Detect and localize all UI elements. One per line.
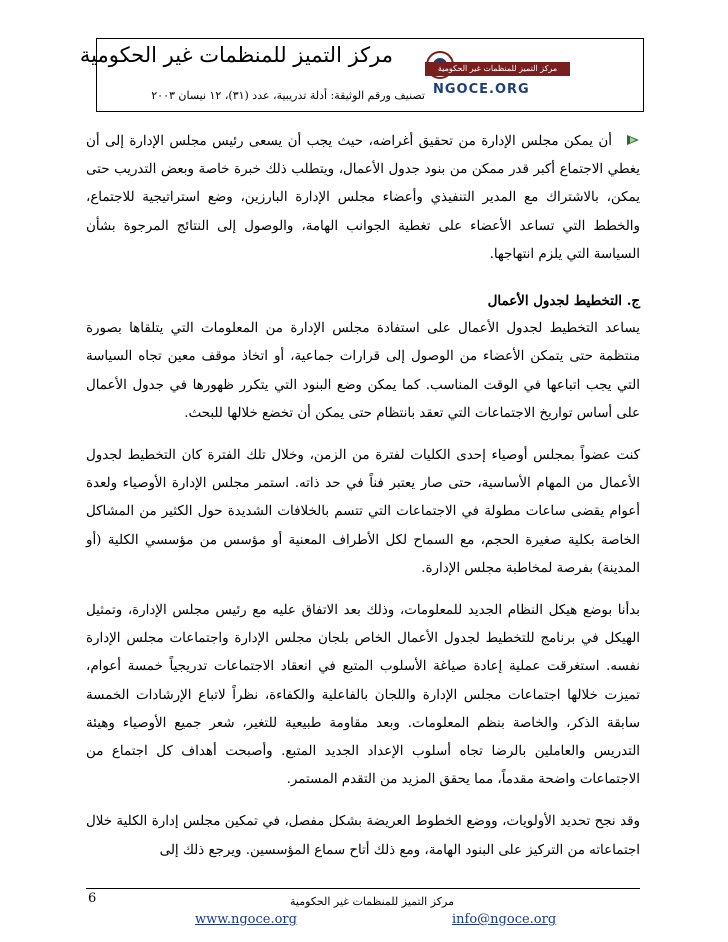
section-heading: ج. التخطيط لجدول الأعمال xyxy=(487,293,640,310)
email-link[interactable]: info@ngoce.org xyxy=(452,912,557,927)
page-number: 6 xyxy=(88,891,97,906)
paragraph-structure: بدأنا بوضع هيكل النظام الجديد للمعلومات، وذلك بعد الاتفاق عليه مع رئيس مجلس الإدارة، وتمثيل الهيكل في برنامج للتخطيط لجدول الأعمال الخاص بلجان مجلس الإدارة واجتماعات مجلس الإدارة نفسه. استغرقت عملية إعادة صياغة الأسلوب المتبع في انعقاد الاجتماعات تدريجياً خمسة أعوام، تميزت خلالها اجتماعات مجلس الإدارة واللجان بالفاعلية والكفاءة، نظراً لاتباع الإرشادات الخمسة سابقة الذكر، والخاصة بنظم المعلومات. وبعد مقاومة طبيعية للتغير، شعر جميع الأوصياء وهيئة التدريس والعاملين بالرضا تجاه أسلوب الإعداد الجديد المتبع. وأصبحت أهداف كل اجتماع من الاجتماعات واضحة مقدماً، مما يحقق المزيد من التقدم المستمر. xyxy=(86,603,640,788)
footer-org-name: مركز التميز للمنظمات غير الحكومية xyxy=(290,895,455,908)
logo-band-text: مركز التميز للمنظمات غير الحكومية xyxy=(425,62,570,76)
bullet-icon xyxy=(626,134,640,146)
footer-divider xyxy=(86,888,640,889)
paragraph-intro xyxy=(86,128,640,269)
ngoce-logo xyxy=(425,50,570,106)
document-body xyxy=(86,128,640,865)
paragraph-priorities: وقد نجح تحديد الأولويات، ووضع الخطوط العريضة بشكل مفصل، في تمكين مجلس إدارة الكلية خلال اجتماعاته من التركيز على البنود الهامة، ومع ذلك أتاح سماع المؤسسين. ويرجع ذلك إلى xyxy=(86,814,640,858)
logo-url-text: NGOCE.ORG xyxy=(433,82,530,97)
document-classification: تصنيف ورقم الوثيقة: أدلة تدريبية، عدد (٣١)، ١٢ نيسان ٢٠٠٣ xyxy=(151,89,425,102)
paragraph-intro-text: أن يمكن مجلس الإدارة من تحقيق أغراضه، حيث يجب أن يسعى رئيس مجلس الإدارة إلى أن يغطي الاجتماع أكبر قدر ممكن من بنود جدول الأعمال، ويتطلب ذلك خبرة خاصة وبعض التدريب حتى يمكن، بالاشتراك مع المدير التنفيذي وأعضاء مجلس الإدارة البارزين، وضع استراتيجية للاجتماع، والخطط التي تساعد الأعضاء على تغطية الجوانب الهامة، والوصول إلى النتائج المرجوة بشأن السياسة التي يلزم انتهاجها. xyxy=(86,134,640,262)
paragraph-agenda: يساعد التخطيط لجدول الأعمال على استفادة مجلس الإدارة من المعلومات التي يتلقاها بصورة منتظمة حتى يتمكن الأعضاء من الوصول إلى قرارات جماعية، أو اتخاذ موقف معين تجاه السياسة التي يجب اتباعها في الوقت المناسب. كما يمكن وضع البنود التي يتكرر ظهورها في جدول الأعمال على أساس تواريخ الاجتماعات التي تعقد بانتظام حتى يمكن أن تخضع خلالها للبحث. xyxy=(86,321,640,421)
paragraph-trustees: كنت عضواً بمجلس أوصياء إحدى الكليات لفترة من الزمن، وخلال تلك الفترة كان التخطيط لجدول الأعمال من المهام الأساسية، حتى صار يعتبر فناً في حد ذاته. استمر مجلس الإدارة الأوصياء ولعدة أعوام يقضى ساعات مطولة في الاجتماعات التي تتسم بالخلافات الشديدة حول الكثير من المشاكل الخاصة بكلية صغيرة الحجم، مع السماح لكل الأطراف المعنية أو مؤسس من مؤسسي الكلية (أو المدينة) بفرصة لمخاطبة مجلس الإدارة. xyxy=(86,448,640,576)
website-link[interactable]: www.ngoce.org xyxy=(195,912,297,927)
header-title: مركز التميز للمنظمات غير الحكومية xyxy=(79,43,393,67)
